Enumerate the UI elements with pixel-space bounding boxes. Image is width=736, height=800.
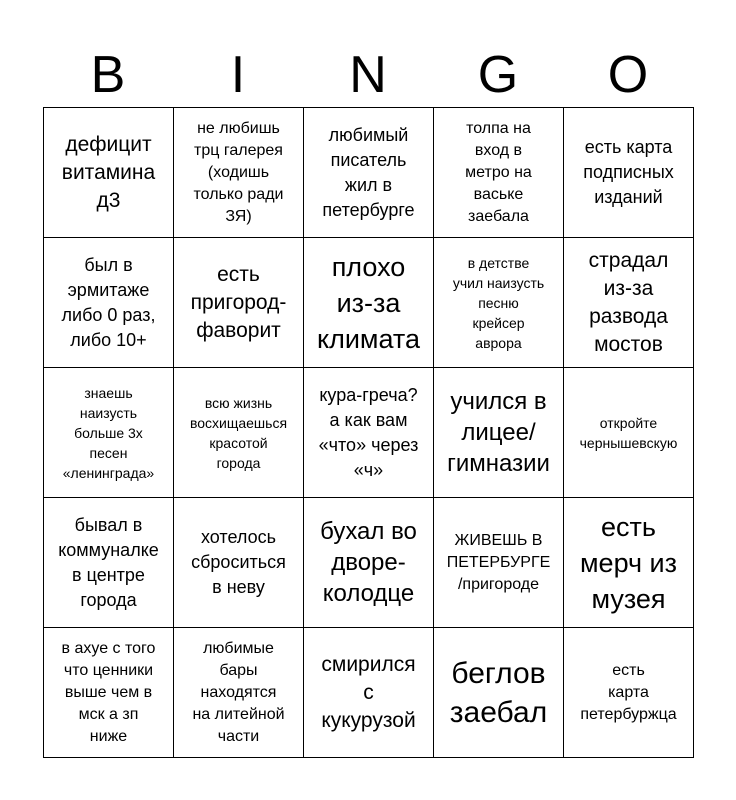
cell-text: есть пригород- фаворит <box>190 262 287 342</box>
bingo-cell-r2c1[interactable] <box>44 238 174 368</box>
cell-text: откройте чернышевскую <box>579 414 678 451</box>
cell-text: любимый писатель жил в петербурге <box>322 124 415 220</box>
bingo-cell-r5c4[interactable] <box>434 628 564 758</box>
cell-text: учился в лицее/ гимназии <box>447 388 550 477</box>
bingo-cell-r4c2[interactable] <box>174 498 304 628</box>
cell-text: кура-греча? а как вам «что» через «ч» <box>318 384 419 480</box>
header-letter-g: G <box>477 46 519 104</box>
bingo-cell-r1c4[interactable] <box>434 108 564 238</box>
bingo-cell-r3c2[interactable] <box>174 368 304 498</box>
bingo-cell-r4c3[interactable] <box>304 498 434 628</box>
cell-text: страдал из-за развода мостов <box>588 248 669 356</box>
cell-text: есть карта подписных изданий <box>583 137 674 207</box>
bingo-board <box>43 107 694 758</box>
bingo-cell-r2c4[interactable] <box>434 238 564 368</box>
bingo-cell-r4c1[interactable] <box>44 498 174 628</box>
cell-text: всю жизнь восхищаешься красотой города <box>189 394 288 471</box>
cell-text: бухал во дворе- колодце <box>320 518 417 607</box>
header-letter-i: I <box>230 46 246 104</box>
bingo-cell-r3c1[interactable] <box>44 368 174 498</box>
cell-text: толпа на вход в метро на ваське заебала <box>465 119 532 225</box>
cell-text: не любишь трц галерея (ходишь только ради ЗЯ) <box>193 119 284 225</box>
bingo-cell-r2c5[interactable] <box>564 238 694 368</box>
cell-text: знаешь наизусть больше 3х песен «ленинграда» <box>62 384 155 481</box>
bingo-cell-r3c5[interactable] <box>564 368 694 498</box>
bingo-cell-r1c2[interactable] <box>174 108 304 238</box>
cell-text: в ахуе с того что ценники выше чем в мск а зп ниже <box>61 639 156 745</box>
cell-text: беглов заебал <box>449 656 548 729</box>
header-letter-n: N <box>349 46 387 104</box>
bingo-cell-r1c1[interactable] <box>44 108 174 238</box>
bingo-cell-r5c5[interactable] <box>564 628 694 758</box>
cell-text: был в эрмитаже либо 0 раз, либо 10+ <box>61 254 156 350</box>
bingo-cell-r1c5[interactable] <box>564 108 694 238</box>
bingo-cell-r2c2[interactable] <box>174 238 304 368</box>
bingo-cell-r3c4[interactable] <box>434 368 564 498</box>
bingo-cell-r3c3[interactable] <box>304 368 434 498</box>
cell-text: дефицит витамина д3 <box>61 132 156 212</box>
cell-text: любимые бары находятся на литейной части <box>192 639 285 745</box>
cell-text: плохо из-за климата <box>316 251 421 354</box>
bingo-cell-r2c3[interactable] <box>304 238 434 368</box>
bingo-cell-r4c5[interactable] <box>564 498 694 628</box>
cell-text: смирился с кукурузой <box>321 652 416 732</box>
bingo-cell-r4c4[interactable] <box>434 498 564 628</box>
header-letter-o: O <box>607 46 649 104</box>
cell-text: бывал в коммуналке в центре города <box>58 514 159 610</box>
bingo-cell-r5c1[interactable] <box>44 628 174 758</box>
cell-text: есть карта петербуржца <box>580 661 677 723</box>
bingo-cell-r5c3[interactable] <box>304 628 434 758</box>
header-letter-b: B <box>90 46 126 104</box>
bingo-header <box>43 40 693 108</box>
cell-text: есть мерч из музея <box>579 511 678 614</box>
cell-text: ЖИВЕШЬ В ПЕТЕРБУРГЕ /пригороде <box>446 531 551 593</box>
cell-text: хотелось сброситься в неву <box>191 527 286 597</box>
bingo-cell-r5c2[interactable] <box>174 628 304 758</box>
cell-text: в детстве учил наизусть песню крейсер аврора <box>452 254 545 351</box>
bingo-cell-r1c3[interactable] <box>304 108 434 238</box>
